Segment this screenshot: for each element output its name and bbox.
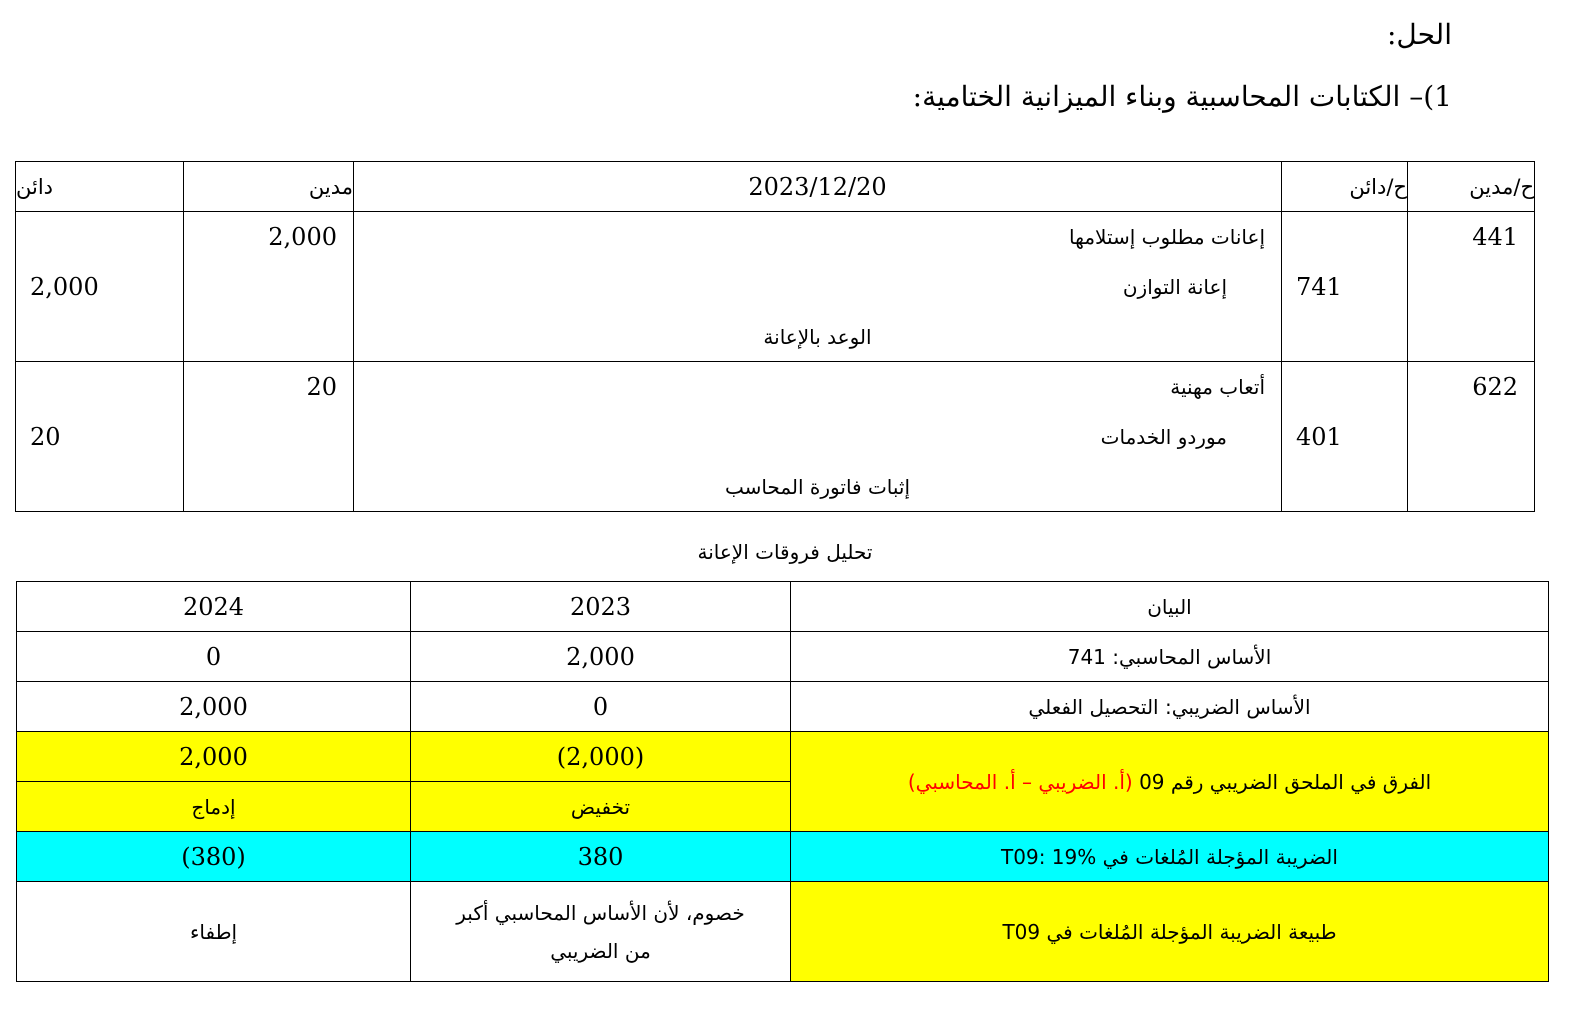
entry-description: إثبات فاتورة المحاسب	[724, 475, 911, 499]
accounting-basis-label: الأساس المحاسبي: 741	[791, 632, 1549, 682]
difference-label	[791, 732, 1549, 832]
credit-account-number: 401	[1296, 423, 1342, 451]
nature-2023	[411, 882, 791, 982]
journal-entry-1	[16, 212, 1535, 362]
journal-header-row	[16, 162, 1535, 212]
solution-label: الحل:	[1386, 18, 1452, 51]
tax-basis-label: الأساس الضريبي: التحصيل الفعلي	[791, 682, 1549, 732]
credit-column-header: دائن	[16, 162, 184, 212]
analysis-header-row	[17, 582, 1549, 632]
journal-entry-2	[16, 362, 1535, 512]
debit-account-number: 441	[1472, 223, 1518, 251]
tax-basis-2023: 0	[411, 682, 791, 732]
deferred-tax-row	[17, 832, 1549, 882]
credit-label: إعانة التوازن	[1122, 275, 1227, 299]
deferred-tax-2024: (380)	[17, 832, 411, 882]
credit-account-header: ح/دائن	[1282, 162, 1408, 212]
accounting-basis-row	[17, 632, 1549, 682]
nature-2024: إطفاء	[17, 882, 411, 982]
nature-2023-line-2: من الضريبي	[550, 938, 651, 963]
credit-label: موردو الخدمات	[1100, 425, 1227, 449]
deferred-tax-label: الضريبة المؤجلة المُلغات في T09: 19%	[791, 832, 1549, 882]
section-title: 1)– الكتابات المحاسبية وبناء الميزانية الختامية:	[912, 80, 1452, 113]
debit-label: أتعاب مهنية	[1170, 375, 1265, 399]
difference-2023: (2,000)	[411, 732, 791, 782]
difference-label-formula: (أ. الضريبي – أ. المحاسبي)	[907, 769, 1133, 794]
tax-basis-row	[17, 682, 1549, 732]
analysis-caption: تحليل فروقات الإعانة	[697, 540, 873, 564]
debit-amount: 20	[306, 373, 337, 401]
year-2023-header: 2023	[411, 582, 791, 632]
nature-row	[17, 882, 1549, 982]
difference-type-2024: إدماج	[17, 782, 411, 832]
accounting-basis-2023: 2,000	[411, 632, 791, 682]
debit-column-header: مدين	[184, 162, 354, 212]
nature-label: طبيعة الضريبة المؤجلة المُلغات في T09	[791, 882, 1549, 982]
year-2024-header: 2024	[17, 582, 411, 632]
difference-2024: 2,000	[17, 732, 411, 782]
difference-label-main: الفرق في الملحق الضريبي رقم 09	[1132, 769, 1432, 794]
debit-label: إعانات مطلوب إستلامها	[1069, 225, 1265, 249]
debit-account-header: ح/مدين	[1408, 162, 1535, 212]
deferred-tax-2023: 380	[411, 832, 791, 882]
credit-amount: 20	[30, 423, 61, 451]
credit-amount: 2,000	[30, 273, 99, 301]
difference-type-2023: تخفيض	[411, 782, 791, 832]
subsidy-differences-table	[16, 581, 1549, 982]
entry-description: الوعد بالإعانة	[763, 325, 872, 349]
debit-amount: 2,000	[268, 223, 337, 251]
debit-account-number: 622	[1472, 373, 1518, 401]
credit-account-number: 741	[1296, 273, 1342, 301]
nature-2023-line-1: خصوم، لأن الأساس المحاسبي أكبر	[456, 900, 745, 925]
journal-table	[15, 161, 1535, 512]
entry-date: 2023/12/20	[354, 162, 1282, 212]
difference-row	[17, 732, 1549, 782]
accounting-basis-2024: 0	[17, 632, 411, 682]
tax-basis-2024: 2,000	[17, 682, 411, 732]
statement-header: البيان	[791, 582, 1549, 632]
